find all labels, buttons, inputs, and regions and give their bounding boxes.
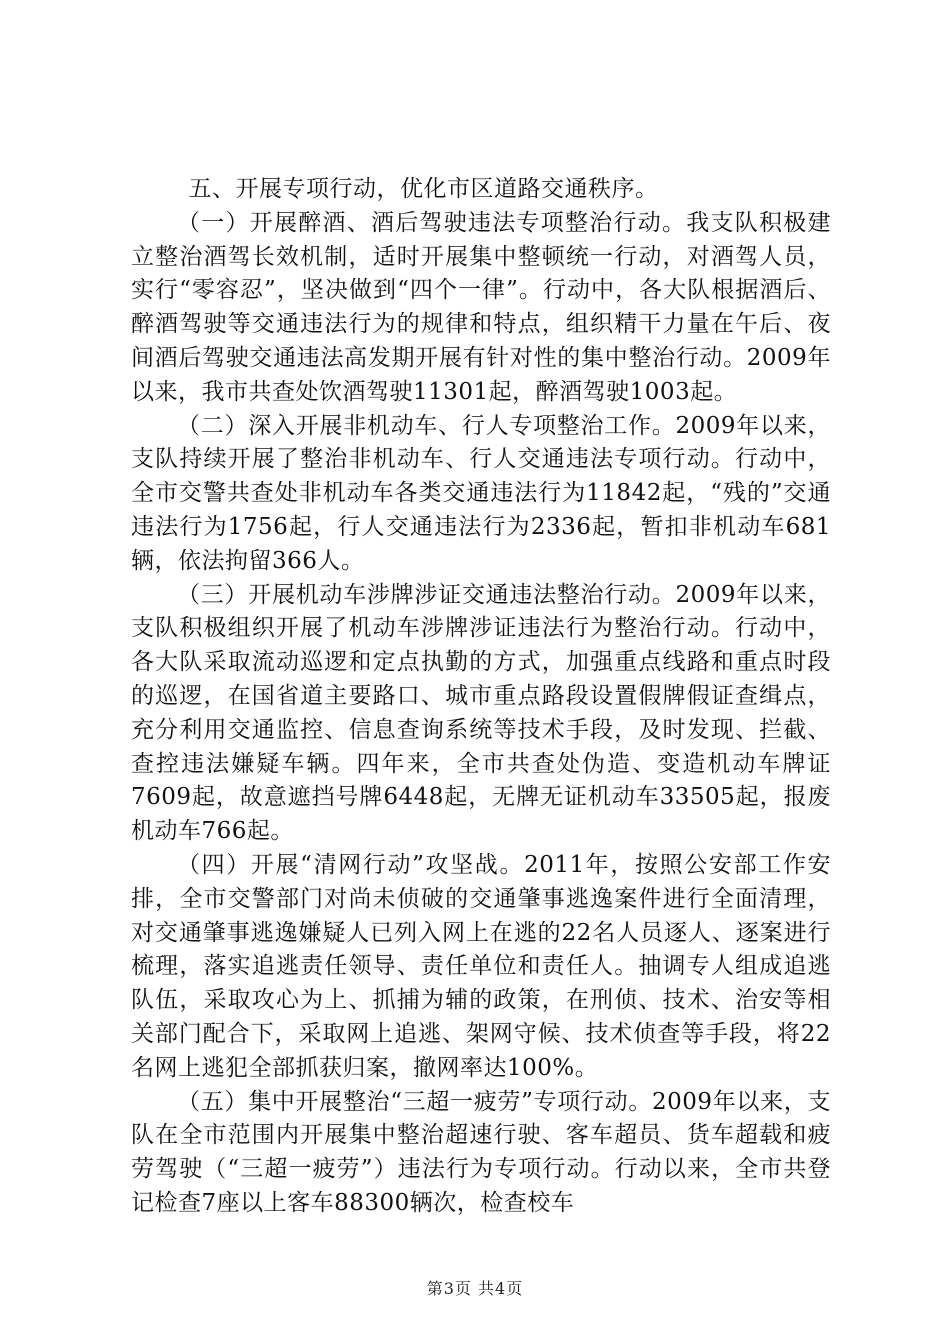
document-body [131, 173, 831, 1221]
page-footer: 第3页 共4页 [426, 1279, 524, 1298]
paragraph-drunk-driving: （一）开展醉酒、酒后驾驶违法专项整治行动。我支队积极建立整治酒驾长效机制，适时开展集中整顿统一行动，对酒驾人员，实行“零容忍”，坚决做到“四个一律”。行动中，各大队根据酒后、醉酒驾驶等交通违法行为的规律和特点，组织精干力量在午后、夜间酒后驾驶交通违法高发期开展有针对性的集中整治行动。2009年以来，我市共查处饮酒驾驶11301起，醉酒驾驶1003起。 [131, 209, 831, 405]
paragraph-non-motor-vehicles: （二）深入开展非机动车、行人专项整治工作。2009年以来，支队持续开展了整治非机动车、行人交通违法专项行动。行动中，全市交警共查处非机动车各类交通违法行为11842起，“残的”交通违法行为1756起，行人交通违法行为2336起，暂扣非机动车681辆，依法拘留366人。 [131, 412, 831, 574]
paragraph-overload-fatigue: （五）集中开展整治“三超一疲劳”专项行动。2009年以来，支队在全市范围内开展集中整治超速行驶、客车超员、货车超载和疲劳驾驶（“三超一疲劳”）违法行为专项行动。行动以来，全市共登记检查7座以上客车88300辆次，检查校车 [131, 1088, 831, 1216]
paragraph-license-plates: （三）开展机动车涉牌涉证交通违法整治行动。2009年以来，支队积极组织开展了机动车涉牌涉证违法行为整治行动。行动中，各大队采取流动巡逻和定点执勤的方式，加强重点线路和重点时段的巡逻，在国省道主要路口、城市重点路段设置假牌假证查缉点，充分利用交通监控、信息查询系统等技术手段，及时发现、拦截、查控违法嫌疑车辆。四年来，全市共查处伪造、变造机动车牌证7609起，故意遮挡号牌6448起，无牌无证机动车33505起，报废机动车766起。 [131, 581, 831, 845]
paragraph-clear-net-action: （四）开展“清网行动”攻坚战。2011年，按照公安部工作安排，全市交警部门对尚未侦破的交通肇事逃逸案件进行全面清理，对交通肇事逃逸嫌疑人已列入网上在逃的22名人员逐人、逐案进行梳理，落实追逃责任领导、责任单位和责任人。抽调专人组成追逃队伍，采取攻心为上、抓捕为辅的政策，在刑侦、技术、治安等相关部门配合下，采取网上追逃、架网守候、技术侦查等手段，将22名网上逃犯全部抓获归案，撤网率达100%。 [131, 851, 831, 1081]
section-heading: 五、开展专项行动，优化市区道路交通秩序。 [188, 176, 659, 202]
